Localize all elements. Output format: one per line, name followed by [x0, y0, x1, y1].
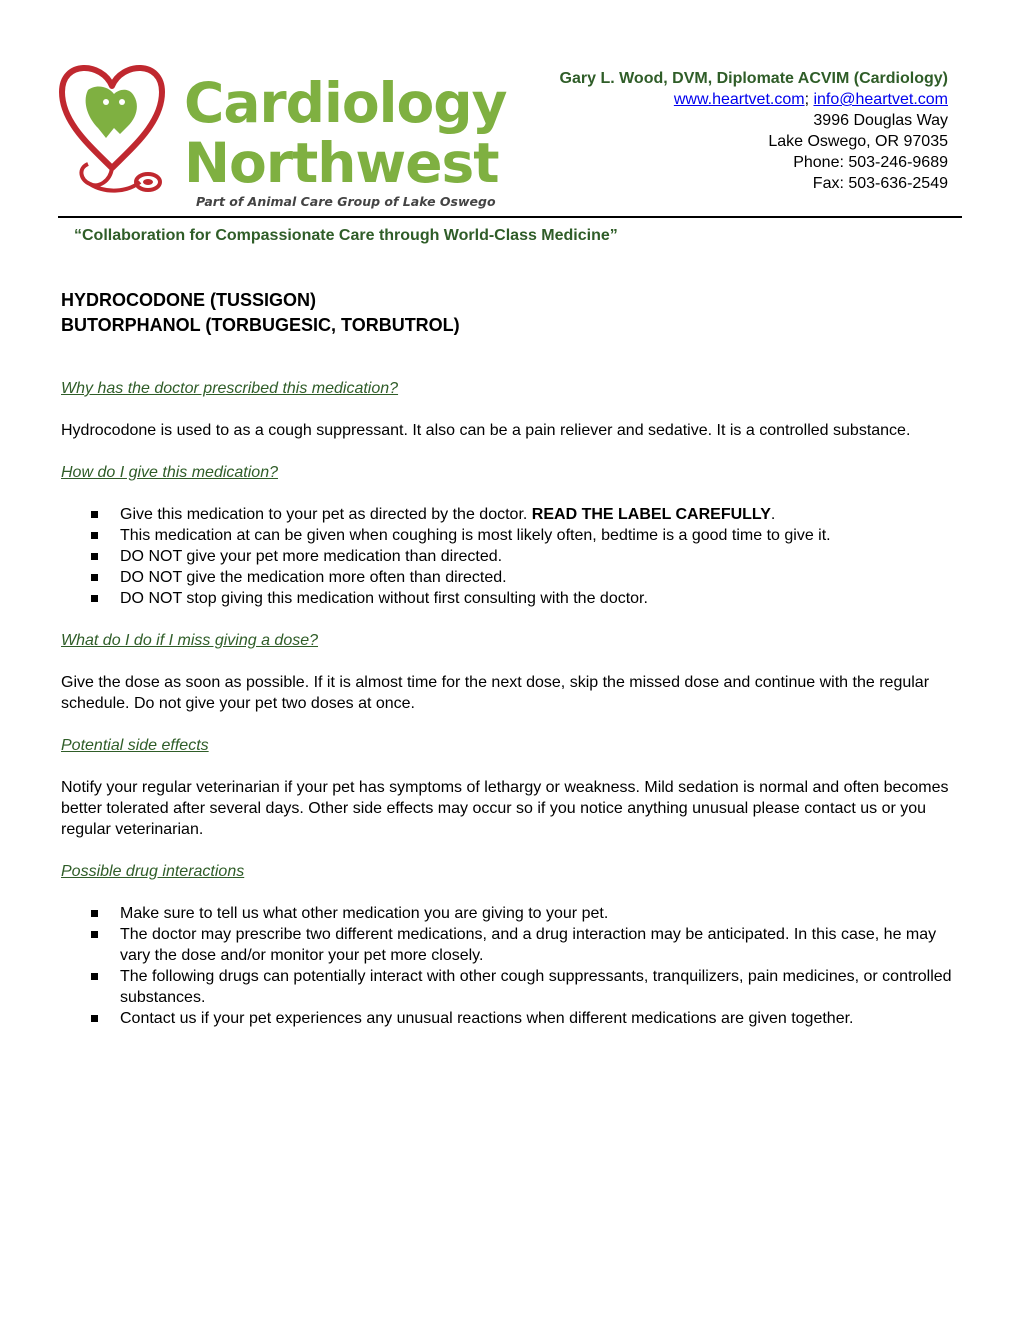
street-address: 3996 Douglas Way — [813, 112, 948, 129]
list-item: Make sure to tell us what other medication you are giving to your pet. — [61, 903, 961, 924]
bullet-icon — [91, 910, 98, 917]
bullet-icon — [91, 511, 98, 518]
list-item: Give this medication to your pet as directed by the doctor. READ THE LABEL CAREFULLY. — [61, 504, 961, 525]
fax-number: Fax: 503-636-2549 — [812, 175, 948, 192]
website-link[interactable]: www.heartvet.com — [673, 91, 805, 108]
bullet-icon — [91, 532, 98, 539]
bullet-icon — [91, 931, 98, 938]
phone-number: Phone: 503-246-9689 — [793, 154, 948, 171]
document-body — [61, 378, 961, 1050]
cardiology-northwest-logo — [58, 58, 508, 214]
doctor-name: Gary L. Wood, DVM, Diplomate ACVIM (Cardiology) — [559, 70, 948, 87]
list-item: The following drugs can potentially interact with other cough suppressants, tranquilizers, pain medicines, or controlled substances. — [61, 966, 961, 1008]
list-item: This medication at can be given when coughing is most likely often, bedtime is a good time to give it. — [61, 525, 961, 546]
city-address: Lake Oswego, OR 97035 — [768, 133, 948, 150]
section-heading-interactions: Possible drug interactions — [61, 863, 245, 880]
bullet-icon — [91, 973, 98, 980]
page-title — [61, 288, 460, 338]
list-item: DO NOT give the medication more often than directed. — [61, 567, 961, 588]
contact-block — [560, 68, 948, 194]
logo-word-cardiology: Cardiology — [184, 71, 507, 135]
bullet-icon — [91, 1015, 98, 1022]
list-item: DO NOT give your pet more medication than directed. — [61, 546, 961, 567]
email-link[interactable]: info@heartvet.com — [813, 91, 948, 108]
list-item: Contact us if your pet experiences any unusual reactions when different medications are given together. — [61, 1008, 961, 1029]
list-item: DO NOT stop giving this medication without first consulting with the doctor. — [61, 588, 961, 609]
section-text-why: Hydrocodone is used to as a cough suppressant. It also can be a pain reliever and sedative. It is a controlled substance. — [61, 422, 911, 439]
section-text-missed-dose: Give the dose as soon as possible. If it is almost time for the next dose, skip the missed dose and continue with the regular schedule. Do not give your pet two doses at once. — [61, 674, 930, 712]
motto: “Collaboration for Compassionate Care through World-Class Medicine” — [74, 227, 618, 244]
logo-tagline: Part of Animal Care Group of Lake Oswego — [196, 194, 496, 209]
bullet-icon — [91, 595, 98, 602]
logo-word-northwest: Northwest — [184, 131, 499, 195]
bullet-icon — [91, 574, 98, 581]
section-heading-how: How do I give this medication? — [61, 464, 278, 481]
section-heading-why: Why has the doctor prescribed this medication? — [61, 380, 399, 397]
list-item: The doctor may prescribe two different medications, and a drug interaction may be anticipated. In this case, he may vary the dose and/or monitor your pet more closely. — [61, 924, 961, 966]
title-line-1: HYDROCODONE (TUSSIGON) — [61, 290, 317, 310]
interactions-list — [61, 903, 961, 1029]
bullet-icon — [91, 553, 98, 560]
link-separator: ; — [804, 91, 810, 108]
section-text-side-effects: Notify your regular veterinarian if your pet has symptoms of lethargy or weakness. Mild sedation is normal and often becomes better tolerated after several days. Other side effects may occur so if you notice anything unusual please contact us or you regular veterinarian. — [61, 779, 949, 838]
title-line-2: BUTORPHANOL (TORBUGESIC, TORBUTROL) — [61, 315, 460, 335]
web-links — [560, 89, 948, 110]
how-list — [61, 504, 961, 609]
section-heading-side-effects: Potential side effects — [61, 737, 209, 754]
heart-stethoscope-icon — [58, 58, 178, 214]
section-heading-missed-dose: What do I do if I miss giving a dose? — [61, 632, 319, 649]
header-divider — [58, 216, 962, 218]
label-warning: READ THE LABEL CAREFULLY — [531, 506, 771, 523]
